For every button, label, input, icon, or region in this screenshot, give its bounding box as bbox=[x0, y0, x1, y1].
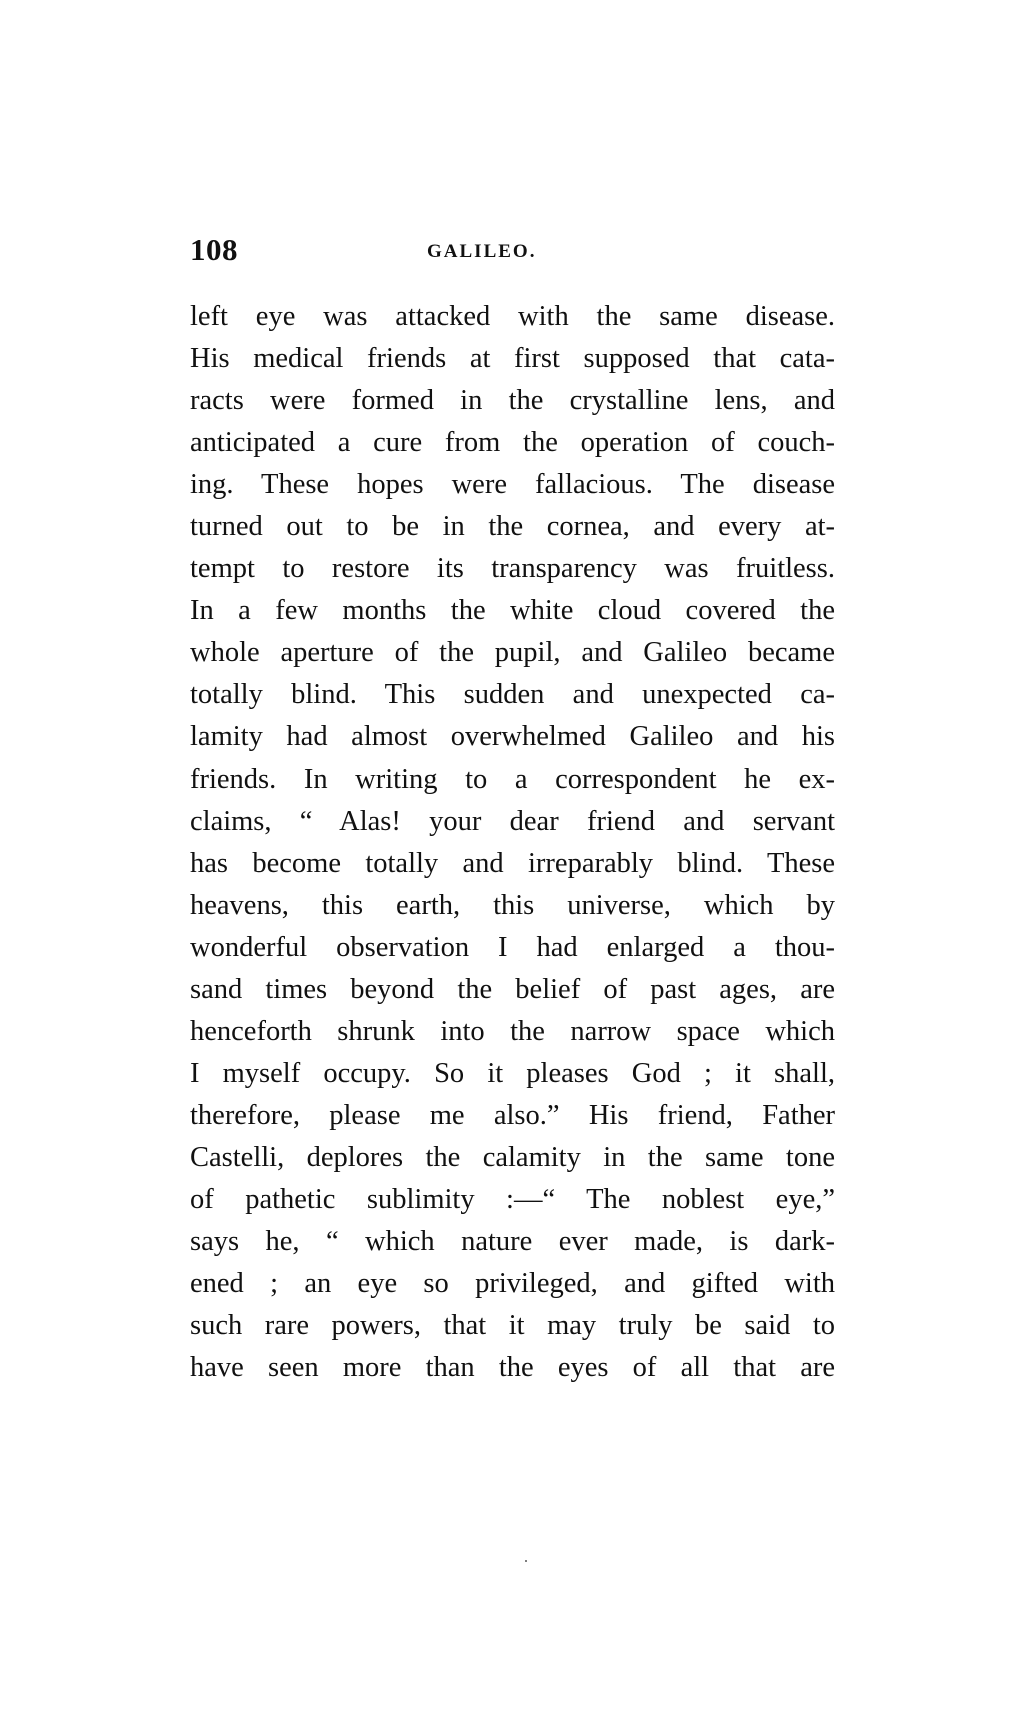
text-line: In a few months the white cloud covered the bbox=[190, 595, 835, 627]
text-line: have seen more than the eyes of all that are bbox=[190, 1352, 835, 1384]
text-line: lamity had almost overwhelmed Galileo and his bbox=[190, 721, 835, 753]
text-line: has become totally and irreparably blind. These bbox=[190, 847, 835, 879]
text-line: totally blind. This sudden and unexpected ca- bbox=[190, 679, 835, 711]
text-line: claims, “ Alas! your dear friend and servant bbox=[190, 805, 835, 837]
text-line: friends. In writing to a correspondent he ex- bbox=[190, 763, 835, 795]
text-line: Castelli, deplores the calamity in the same tone bbox=[190, 1141, 835, 1173]
running-title: GALILEO. bbox=[427, 241, 537, 262]
text-line: henceforth shrunk into the narrow space which bbox=[190, 1015, 835, 1047]
running-head bbox=[190, 232, 835, 272]
text-line: ened ; an eye so privileged, and gifted with bbox=[190, 1268, 835, 1300]
text-line: heavens, this earth, this universe, which by bbox=[190, 889, 835, 921]
text-line: ing. These hopes were fallacious. The disease bbox=[190, 469, 835, 501]
text-line: turned out to be in the cornea, and every at- bbox=[190, 511, 835, 543]
text-line: such rare powers, that it may truly be said to bbox=[190, 1310, 835, 1342]
body-text bbox=[190, 296, 835, 1389]
scan-speck bbox=[525, 1560, 527, 1562]
text-line: therefore, please me also.” His friend, Father bbox=[190, 1099, 835, 1131]
text-line: sand times beyond the belief of past ages, are bbox=[190, 973, 835, 1005]
text-line: says he, “ which nature ever made, is dark- bbox=[190, 1226, 835, 1258]
text-line: of pathetic sublimity :—“ The noblest eye,” bbox=[190, 1183, 835, 1215]
text-line: His medical friends at first supposed that cata- bbox=[190, 343, 835, 375]
text-line: tempt to restore its transparency was fruitless. bbox=[190, 553, 835, 585]
text-line: anticipated a cure from the operation of couch- bbox=[190, 427, 835, 459]
text-line: I myself occupy. So it pleases God ; it shall, bbox=[190, 1057, 835, 1089]
text-line: racts were formed in the crystalline lens, and bbox=[190, 385, 835, 417]
text-line: left eye was attacked with the same disease. bbox=[190, 301, 835, 332]
text-line: whole aperture of the pupil, and Galileo became bbox=[190, 637, 835, 669]
text-line: wonderful observation I had enlarged a thou- bbox=[190, 931, 835, 963]
page-number: 108 bbox=[190, 232, 238, 267]
